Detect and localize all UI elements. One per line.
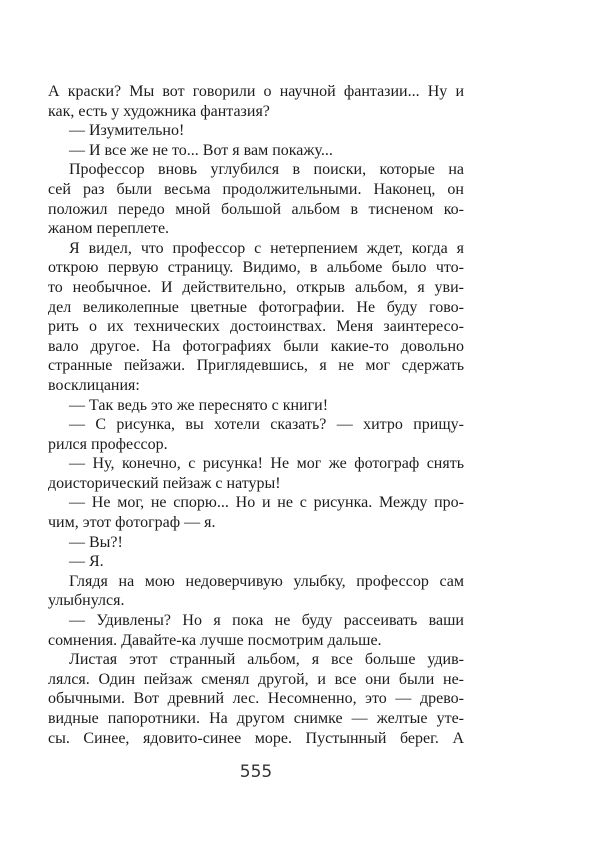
page-text [48, 82, 464, 748]
paragraph [48, 454, 464, 493]
text-line: — С рисунка, вы хотели сказать? — хитро прищу- [69, 416, 464, 434]
text-line: обычными. Вот древний лес. Несомненно, это — древо- [48, 690, 464, 708]
text-line: — Изумительно! [69, 122, 185, 140]
text-line: Я видел, что профессор с нетерпением ждет, когда я [69, 239, 464, 257]
text-line: как, есть у художника фантазия? [48, 102, 270, 120]
text-line: — И все же не то... Вот я вам покажу... [69, 141, 333, 159]
paragraph [48, 415, 464, 454]
paragraph [48, 493, 464, 532]
text-line: странные пейзажи. Приглядевшись, я не мог сдержать [48, 357, 464, 375]
paragraph [48, 141, 464, 161]
text-line: лялся. Один пейзаж сменял другой, и все они были не- [48, 670, 464, 688]
paragraph [48, 572, 464, 611]
text-line: доисторический пейзаж с натуры! [48, 474, 281, 492]
text-line: — Удивлены? Но я пока не буду рассеивать ваши [69, 612, 464, 630]
text-line: положил передо мной большой альбом в тисненом ко- [48, 200, 464, 218]
text-line: А краски? Мы вот говорили о научной фантазии... Ну и [48, 83, 464, 100]
paragraph [48, 160, 464, 238]
text-line: дел великолепные цветные фотографии. Не буду гово- [48, 298, 464, 316]
paragraph [48, 239, 464, 396]
text-line: — Вы?! [69, 533, 123, 551]
text-line: Листая этот странный альбом, я все больше удив- [69, 651, 464, 669]
paragraph [48, 396, 464, 416]
text-line: улыбнулся. [48, 592, 125, 610]
text-line: открою первую страницу. Видимо, в альбоме было что- [48, 259, 464, 277]
text-line: сомнения. Давайте-ка лучше посмотрим дальше. [48, 631, 382, 649]
text-line: жаном переплете. [48, 220, 170, 238]
paragraph [48, 121, 464, 141]
text-line: — Ну, конечно, с рисунка! Не мог же фотограф снять [69, 455, 464, 473]
paragraph [48, 552, 464, 572]
text-line: — Я. [69, 553, 104, 571]
paragraph [48, 533, 464, 553]
page-number: 555 [239, 762, 273, 782]
text-line: вало другое. На фотографиях были какие-то довольно [48, 337, 464, 355]
paragraph [48, 650, 464, 748]
paragraph [48, 611, 464, 650]
text-line: Профессор вновь углубился в поиски, которые на [69, 161, 464, 179]
text-line: рить о их технических достоинствах. Меня заинтересо- [48, 318, 464, 336]
text-line: Глядя на мою недоверчивую улыбку, профессор сам [69, 572, 464, 590]
text-line: видные папоротники. На другом снимке — желтые уте- [48, 710, 464, 727]
paragraph [48, 82, 464, 121]
text-line: — Так ведь это же переснято с книги! [69, 396, 329, 414]
text-line: то необычное. И действительно, открыв альбом, я уви- [48, 278, 464, 296]
text-line: сы. Синее, ядовито-синее море. Пустынный берег. А [48, 729, 464, 747]
text-line: чим, этот фотограф — я. [48, 514, 216, 532]
text-line: сей раз были весьма продолжительными. Наконец, он [48, 180, 464, 198]
text-line: рился профессор. [48, 435, 168, 453]
text-line: — Не мог, не спорю... Но и не с рисунка. Между про- [69, 494, 464, 512]
text-line: восклицания: [48, 376, 140, 394]
